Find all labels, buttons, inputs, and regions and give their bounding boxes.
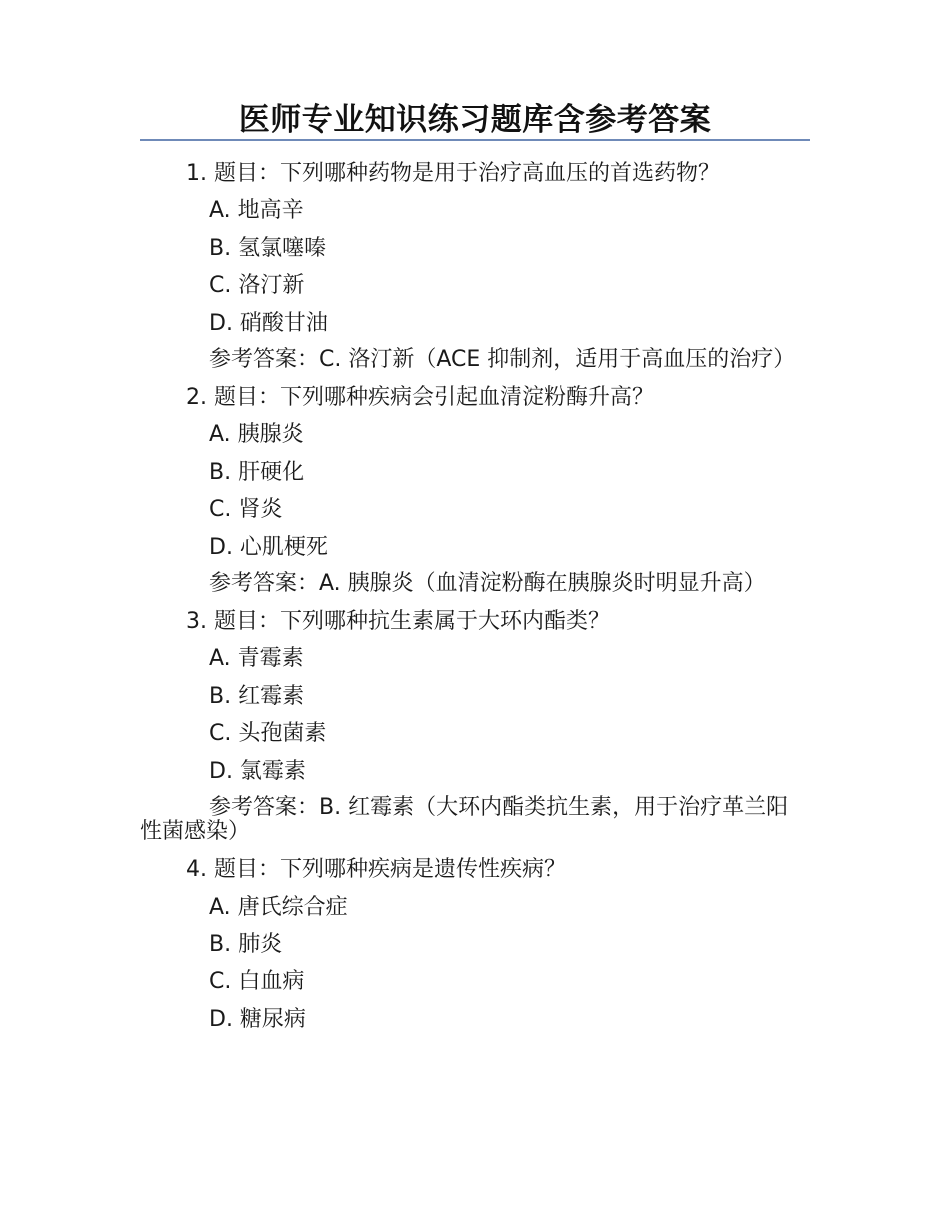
question-option: A. 唐氏综合症 (209, 894, 348, 920)
question-option: B. 红霉素 (209, 683, 305, 709)
question-option: C. 白血病 (209, 969, 305, 995)
question-option: D. 心肌梗死 (209, 534, 328, 560)
question-option: B. 氢氯噻嗪 (209, 235, 327, 261)
question-stem: 4. 题目：下列哪种疾病是遗传性疾病？ (186, 857, 566, 883)
reference-answer: 参考答案：B. 红霉素（大环内酯类抗生素，用于治疗革兰阳性菌感染） (140, 795, 789, 845)
question-option: D. 氯霉素 (209, 758, 306, 784)
question-option: A. 地高辛 (209, 198, 304, 224)
question-stem: 3. 题目：下列哪种抗生素属于大环内酯类？ (186, 609, 610, 635)
reference-answer: 参考答案：A. 胰腺炎（血清淀粉酶在胰腺炎时明显升高） (209, 571, 766, 597)
question-option: C. 洛汀新 (209, 273, 305, 299)
question-option: B. 肺炎 (209, 931, 283, 957)
question-item (140, 155, 810, 379)
question-stem: 1. 题目：下列哪种药物是用于治疗高血压的首选药物？ (186, 161, 720, 186)
question-option: A. 青霉素 (209, 646, 304, 672)
question-option: C. 头孢菌素 (209, 721, 327, 747)
reference-answer: 参考答案：C. 洛汀新（ACE 抑制剂，适用于高血压的治疗） (209, 347, 796, 373)
title-underline (140, 139, 810, 141)
document-title: 医师专业知识练习题库含参考答案 (238, 102, 712, 138)
question-stem: 2. 题目：下列哪种疾病会引起血清淀粉酶升高？ (186, 385, 654, 411)
question-item (140, 603, 810, 851)
question-item (140, 379, 810, 603)
question-option: B. 肝硬化 (209, 459, 305, 485)
question-option: C. 肾炎 (209, 497, 283, 523)
question-option: D. 糖尿病 (209, 1006, 306, 1032)
question-option: D. 硝酸甘油 (209, 310, 328, 336)
question-option: A. 胰腺炎 (209, 422, 304, 448)
question-list (140, 155, 810, 1038)
question-item (140, 851, 810, 1038)
